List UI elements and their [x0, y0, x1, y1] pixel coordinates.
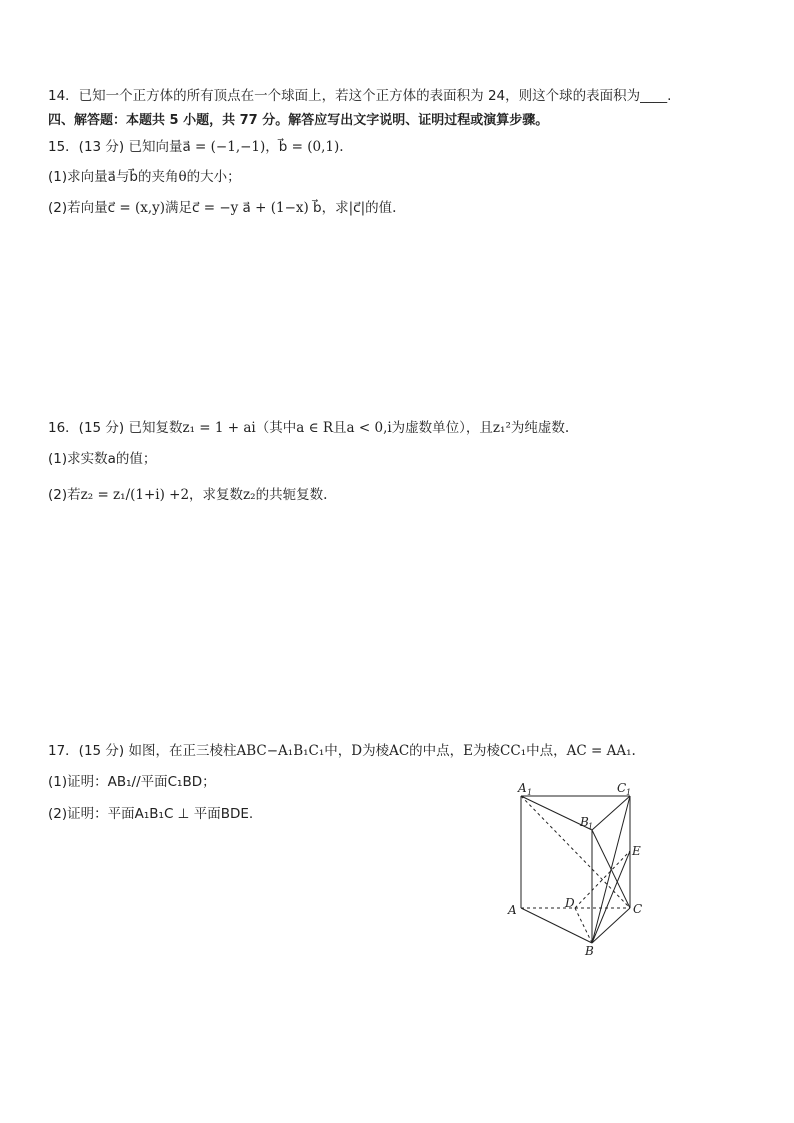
edge-B1C1 — [592, 796, 630, 830]
q15-part2-prefix: (2)若向量 — [48, 200, 108, 216]
q15-part1 — [48, 168, 241, 186]
q16-stem-prefix: 16．(15 分) 已知复数 — [48, 420, 183, 436]
q16-part2-prefix: (2)若 — [48, 487, 81, 503]
label-B1: B — [580, 815, 589, 829]
label-A: A — [508, 903, 517, 917]
label-E: E — [632, 844, 641, 858]
q16-stem — [48, 419, 569, 437]
label-B: B — [585, 944, 594, 958]
segment-BD-hidden — [575, 908, 592, 943]
q15-stem — [48, 138, 344, 156]
q15-stem-math: a⃗ = (−1,−1)，b⃗ = (0,1). — [182, 139, 344, 155]
q17-part2: (2)证明：平面A₁B₁C ⊥ 平面BDE. — [48, 806, 254, 822]
label-A1: A — [518, 781, 527, 795]
q17-part1: (1)证明：AB₁//平面C₁BD； — [48, 774, 216, 790]
q17-stem-prefix: 17．(15 分) 如图，在正三棱柱 — [48, 743, 237, 759]
label-C: C — [633, 902, 643, 916]
q17-stem-math: ABC−A₁B₁C₁中，D为棱AC的中点，E为棱CC₁中点，AC = AA₁. — [236, 743, 636, 759]
q17-stem — [48, 742, 636, 760]
segment-A1C-hidden — [521, 796, 630, 908]
label-C1-sub: 1 — [626, 788, 632, 797]
q15-stem-prefix: 15．(13 分) 已知向量 — [48, 139, 183, 155]
q15-part2-math: c⃗ = (x,y)满足c⃗ = −y a⃗ + (1−x) b⃗，求|c⃗|的值. — [107, 200, 397, 216]
q14-text: 14．已知一个正方体的所有顶点在一个球面上，若这个正方体的表面积为 24，则这个球的表面积为____. — [48, 88, 672, 104]
q16-part2 — [48, 486, 327, 504]
edge-AB — [521, 908, 592, 943]
section-heading: 四、解答题：本题共 5 小题，共 77 分。解答应写出文字说明、证明过程或演算步骤。 — [48, 113, 549, 128]
label-A1-sub: 1 — [527, 788, 533, 797]
prism-figure — [500, 775, 660, 965]
q15-part1-math: a⃗与b⃗的夹角θ的大小； — [107, 169, 241, 185]
edge-BC — [592, 908, 630, 943]
label-B1-sub: 1 — [588, 822, 594, 831]
q16-part2-math: z₂ = z₁/(1+i) +2，求复数z₂的共轭复数. — [80, 487, 328, 503]
label-C1: C — [617, 781, 627, 795]
q15-part1-prefix: (1)求向量 — [48, 169, 108, 185]
q16-stem-math: z₁ = 1 + ai（其中a ∈ R且a < 0,i为虚数单位），且z₁²为纯虚数. — [182, 420, 570, 436]
q16-part1: (1)求实数a的值； — [48, 451, 157, 467]
segment-C1B — [592, 796, 630, 943]
q15-part2 — [48, 199, 396, 217]
label-D: D — [565, 896, 575, 910]
